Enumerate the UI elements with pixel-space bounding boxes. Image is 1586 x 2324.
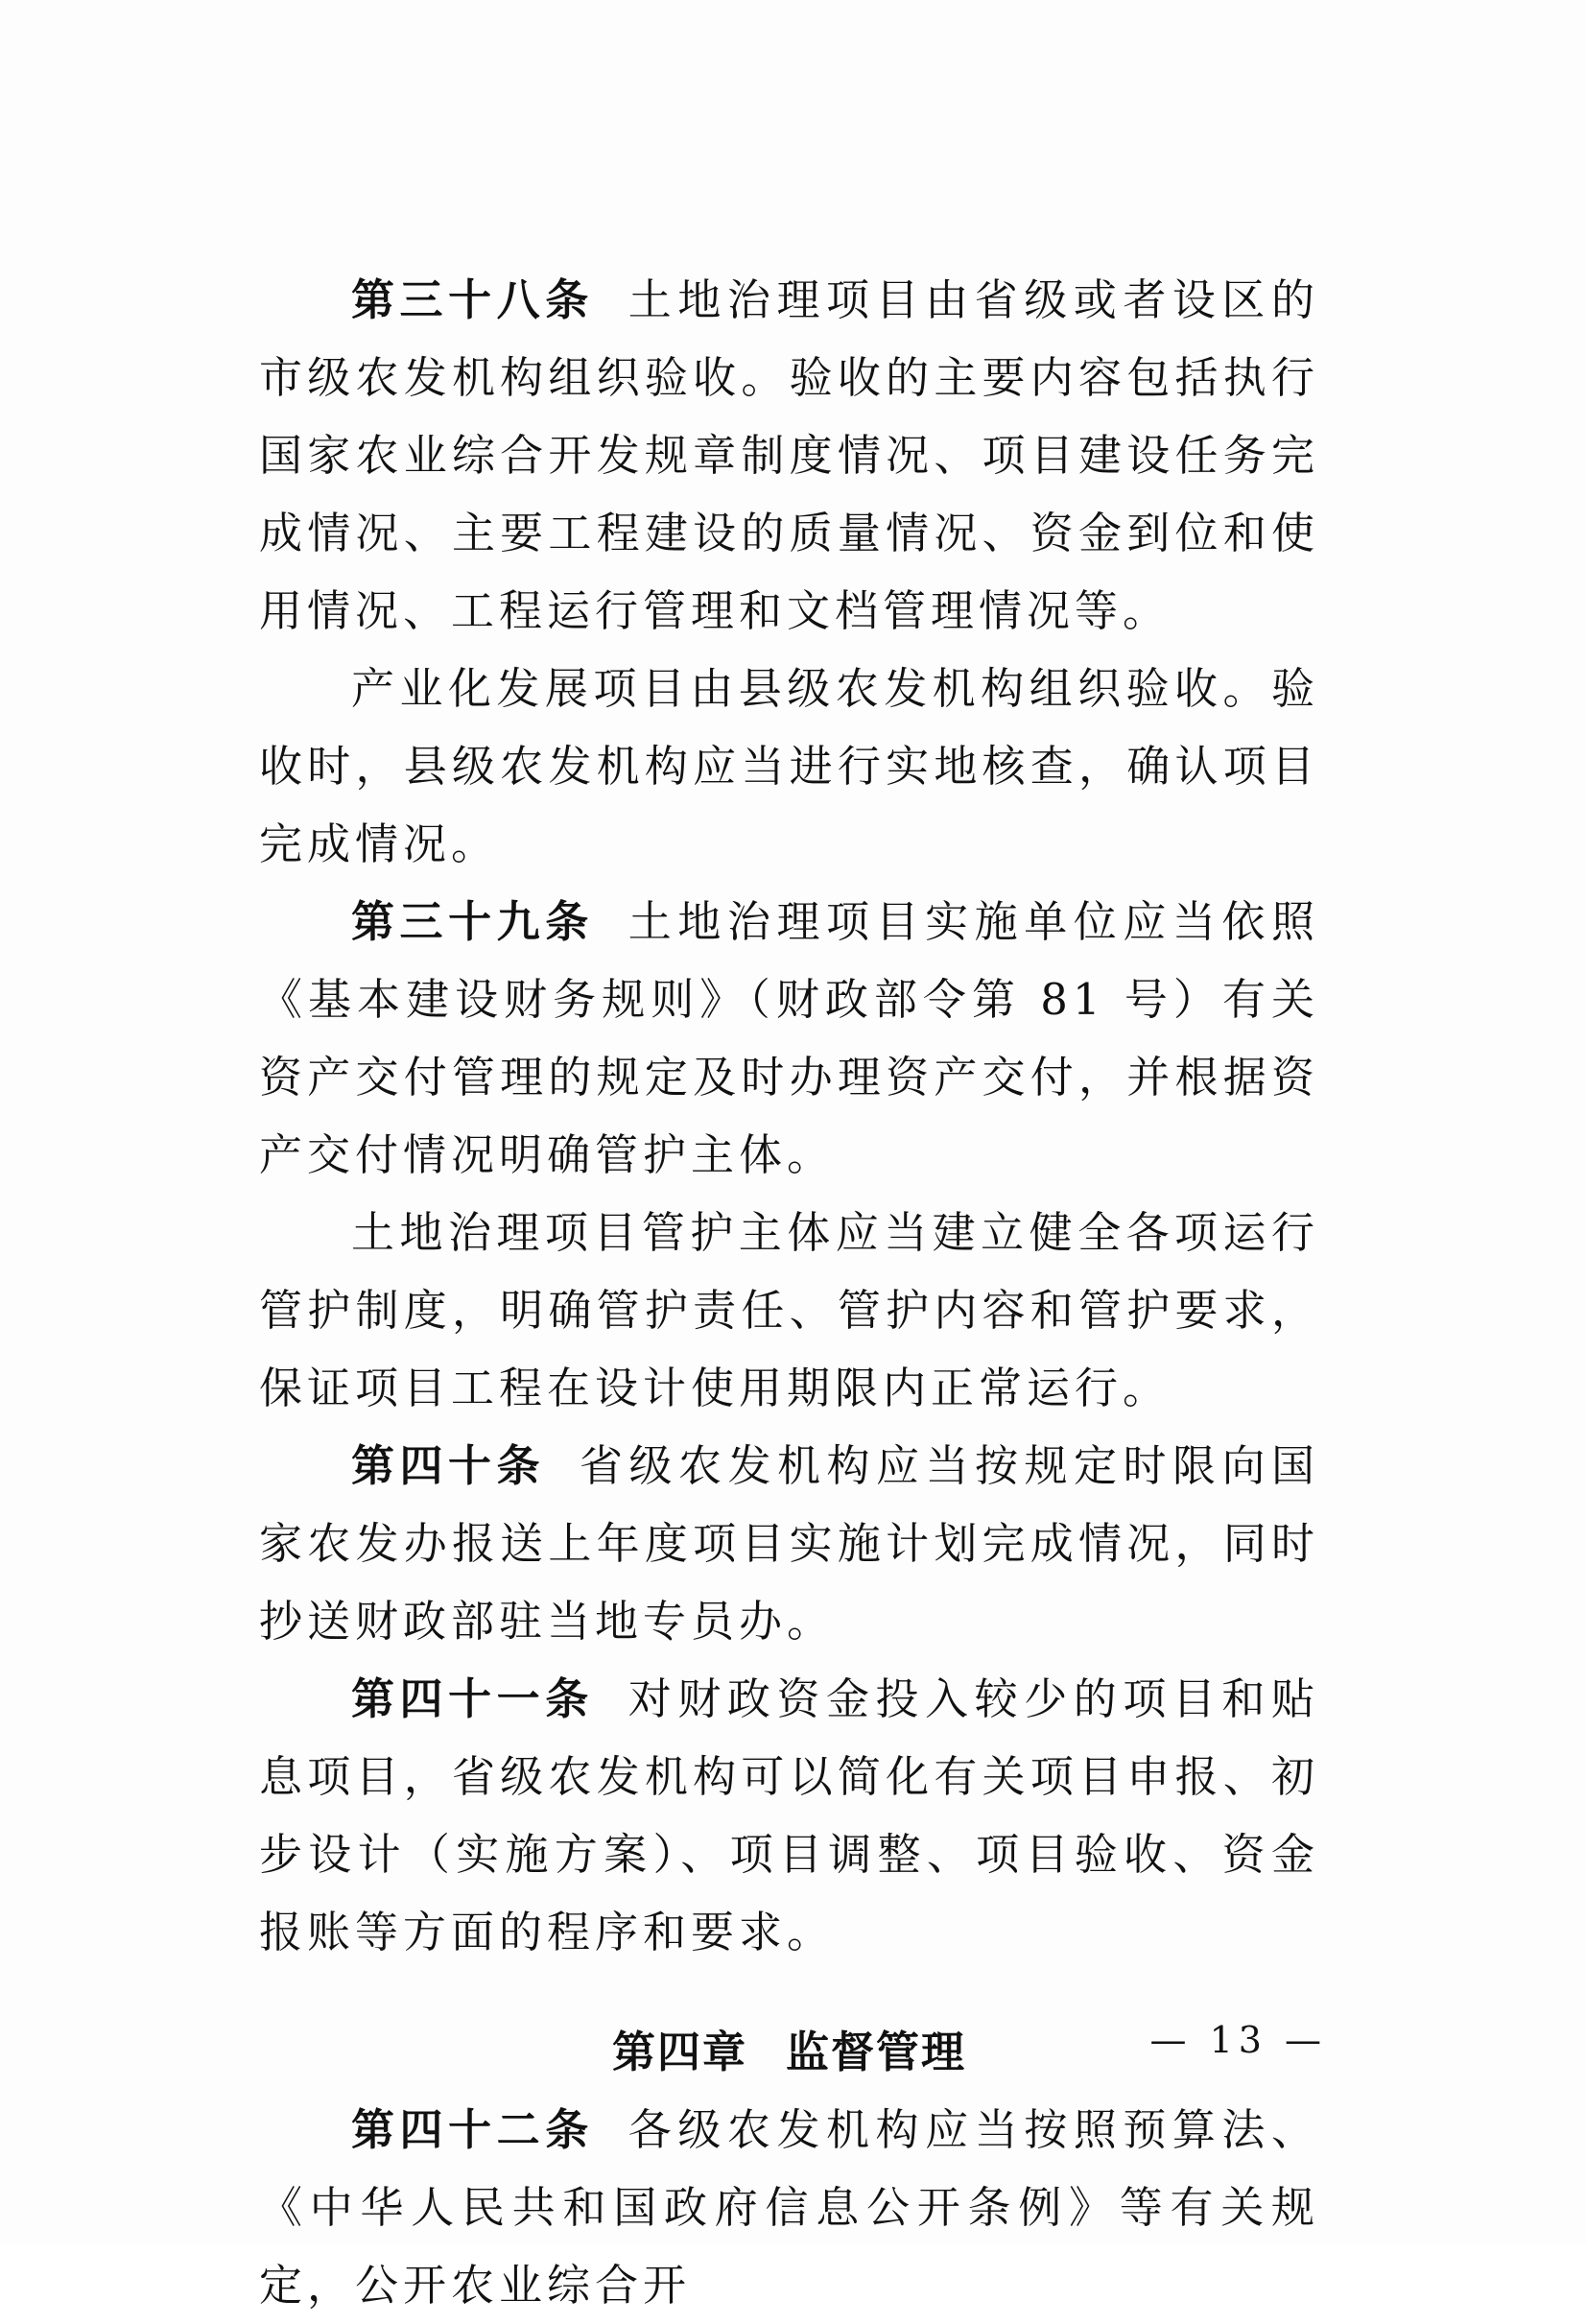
article-41-paragraph bbox=[259, 1660, 1319, 1971]
paragraph-text: 产业化发展项目由县级农发机构组织验收。验收时，县级农发机构应当进行实地核查，确认项目完成情况。 bbox=[259, 663, 1319, 869]
article-42-paragraph bbox=[259, 2091, 1319, 2324]
chapter-title: 监督管理 bbox=[786, 2027, 967, 2077]
article-number: 第四十条 bbox=[351, 1440, 545, 1491]
article-40-paragraph bbox=[259, 1427, 1319, 1660]
article-number: 第四十一条 bbox=[351, 1673, 594, 1724]
document-body bbox=[259, 261, 1319, 2324]
paragraph-text: 土地治理项目由省级或者设区的市级农发机构组织验收。验收的主要内容包括执行国家农业综合开发规章制度情况、项目建设任务完成情况、主要工程建设的质量情况、资金到位和使用情况、工程运行管理和文档管理情况等。 bbox=[259, 274, 1319, 636]
paragraph-text: 土地治理项目管护主体应当建立健全各项运行管护制度，明确管护责任、管护内容和管护要求，保证项目工程在设计使用期限内正常运行。 bbox=[259, 1207, 1319, 1413]
article-number: 第三十九条 bbox=[351, 896, 594, 947]
paragraph-text: 对财政资金投入较少的项目和贴息项目，省级农发机构可以简化有关项目申报、初步设计（实施方案）、项目调整、项目验收、资金报账等方面的程序和要求。 bbox=[259, 1673, 1319, 1957]
article-38-paragraph-2 bbox=[259, 650, 1319, 883]
paragraph-text: 土地治理项目实施单位应当依照《基本建设财务规则》（财政部令第 81 号）有关资产交付管理的规定及时办理资产交付，并根据资产交付情况明确管护主体。 bbox=[259, 896, 1319, 1180]
article-38-paragraph bbox=[259, 261, 1319, 650]
article-number: 第三十八条 bbox=[351, 274, 594, 325]
article-39-paragraph bbox=[259, 883, 1319, 1194]
paragraph-text: 省级农发机构应当按规定时限向国家农发办报送上年度项目实施计划完成情况，同时抄送财政部驻当地专员办。 bbox=[259, 1440, 1319, 1647]
chapter-number: 第四章 bbox=[611, 2027, 747, 2077]
page-number: — 13 — bbox=[1149, 2019, 1327, 2061]
paragraph-text: 各级农发机构应当按照预算法、《中华人民共和国政府信息公开条例》等有关规定，公开农业综合开 bbox=[259, 2104, 1319, 2311]
article-39-paragraph-2 bbox=[259, 1194, 1319, 1427]
article-number: 第四十二条 bbox=[351, 2104, 594, 2155]
